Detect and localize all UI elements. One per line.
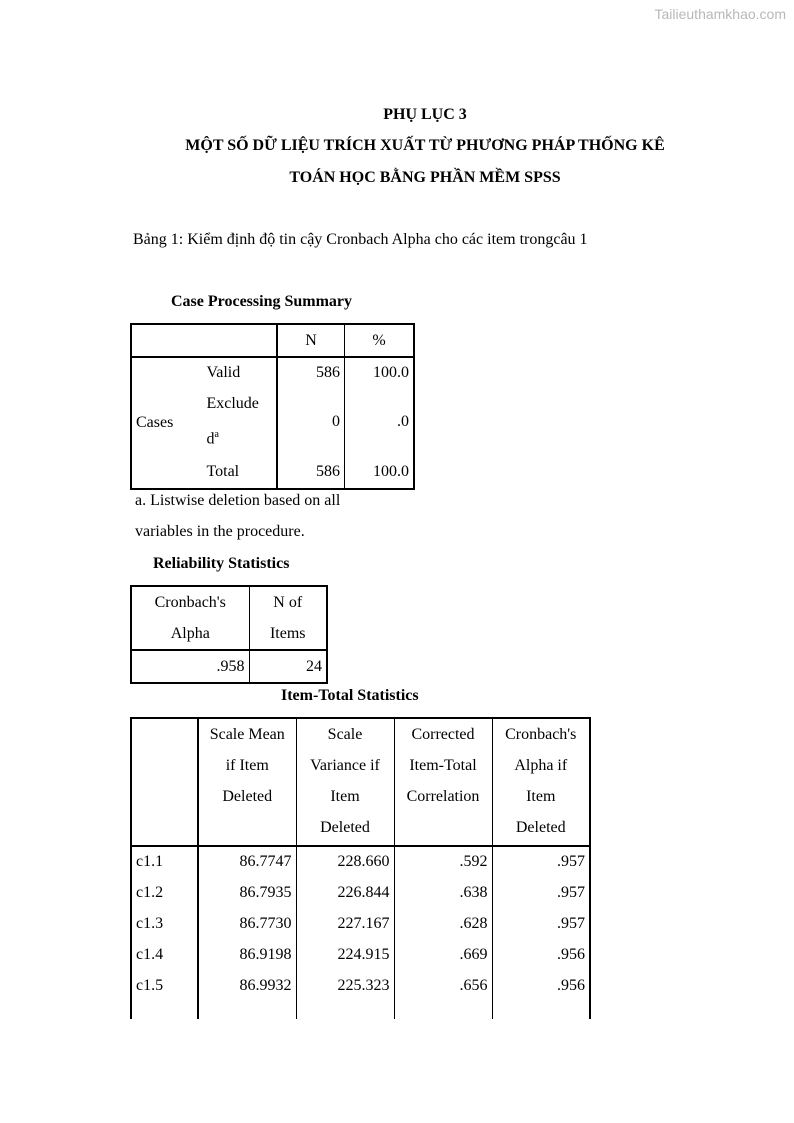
appendix-title: PHỤ LỤC 3 — [383, 106, 467, 123]
footnote: a. Listwise deletion based on all — [135, 492, 341, 509]
cell: .956 — [557, 945, 585, 963]
row-label — [202, 387, 277, 456]
header-alpha — [131, 586, 249, 650]
header-alpha-if-deleted — [492, 718, 590, 846]
cell: 228.660 — [296, 846, 394, 877]
cell: .957 — [557, 883, 585, 901]
item-label: c1.2 — [131, 877, 198, 908]
header-line: N of — [273, 594, 303, 611]
cell: .656 — [394, 970, 492, 1001]
cell: .638 — [394, 877, 492, 908]
continuation-cell — [394, 1001, 492, 1019]
cell: .957 — [557, 914, 585, 932]
footnote: variables in the procedure. — [135, 523, 305, 540]
cell: 86.9932 — [198, 970, 296, 1001]
cell: 86.7730 — [198, 908, 296, 939]
header-line: Deleted — [222, 788, 273, 805]
corner-cell — [131, 324, 202, 357]
cell: 100.0 — [373, 363, 409, 381]
n-items-value: 24 — [306, 657, 322, 675]
table-row — [131, 846, 590, 877]
table-row — [131, 939, 590, 970]
corner-cell — [131, 718, 198, 846]
header-n-items — [249, 586, 327, 650]
header-line: Corrected — [411, 726, 475, 743]
watermark: Tailieuthamkhao.com — [654, 6, 786, 22]
corner-cell — [202, 324, 277, 357]
header-line: Items — [269, 625, 306, 642]
cell: .592 — [394, 846, 492, 877]
item-label: c1.4 — [131, 939, 198, 970]
title-line-2: MỘT SỐ DỮ LIỆU TRÍCH XUẤT TỪ PHƯƠNG PHÁP THỐNG KÊ — [185, 137, 665, 154]
header-line: Scale Mean — [209, 726, 285, 743]
header-line: Deleted — [515, 819, 566, 836]
table-row — [131, 877, 590, 908]
header-line: Alpha — [170, 625, 210, 642]
header-corrected-correlation — [394, 718, 492, 846]
cell: .669 — [394, 939, 492, 970]
row-label-part: d — [206, 430, 215, 448]
cell: .956 — [557, 976, 585, 994]
row-label: Total — [202, 456, 277, 489]
continuation-cell — [198, 1001, 296, 1019]
header-line: Cronbach's — [505, 726, 577, 743]
cell: 86.9198 — [198, 939, 296, 970]
header-line: Variance if — [310, 757, 380, 774]
row-label: Valid — [202, 357, 277, 387]
reliability-title: Reliability Statistics — [153, 555, 290, 572]
cell: 86.7935 — [198, 877, 296, 908]
cell: 225.323 — [296, 970, 394, 1001]
item-label: c1.3 — [131, 908, 198, 939]
header-line: Deleted — [320, 819, 370, 836]
header-scale-variance — [296, 718, 394, 846]
header-line: Scale — [327, 726, 363, 743]
continuation-cell — [492, 1001, 590, 1019]
title-line-3: TOÁN HỌC BẰNG PHẦN MỀM SPSS — [289, 169, 561, 186]
header-scale-mean — [198, 718, 296, 846]
header-line: if Item — [225, 757, 269, 774]
cell: .628 — [394, 908, 492, 939]
case-summary-title: Case Processing Summary — [171, 293, 353, 310]
reliability-table — [130, 585, 328, 684]
cell: 100.0 — [373, 463, 409, 480]
cell: 227.167 — [296, 908, 394, 939]
header-line: Alpha if — [514, 757, 568, 774]
header-pct: % — [372, 331, 386, 349]
item-label: c1.5 — [131, 970, 198, 1001]
header-line: Item — [330, 788, 360, 805]
header-line: Item-Total — [409, 757, 477, 774]
case-summary-table — [130, 323, 415, 490]
continuation-cell — [296, 1001, 394, 1019]
footnote-marker: a — [214, 429, 219, 441]
header-line: Item — [526, 788, 556, 805]
header-line: Correlation — [406, 788, 480, 805]
table-caption: Bảng 1: Kiểm định độ tin cậy Cronbach Alpha cho các item trongcâu 1 — [133, 231, 588, 248]
item-total-title: Item-Total Statistics — [281, 687, 419, 704]
cell: .0 — [397, 412, 409, 430]
row-label-part: Exclude — [206, 395, 259, 413]
header-n: N — [277, 324, 344, 357]
cell: .957 — [557, 853, 585, 870]
table-row — [131, 908, 590, 939]
cell: 226.844 — [296, 877, 394, 908]
cell: 86.7747 — [198, 846, 296, 877]
cell: 0 — [277, 387, 344, 456]
cell: 586 — [277, 357, 344, 387]
item-label: c1.1 — [131, 846, 198, 877]
table-row — [131, 970, 590, 1001]
alpha-value: .958 — [131, 650, 249, 683]
item-total-table — [130, 717, 591, 1019]
cases-label: Cases — [136, 414, 174, 431]
continuation-cell — [131, 1001, 198, 1019]
cell: 586 — [277, 456, 344, 489]
cell: 224.915 — [296, 939, 394, 970]
header-line: Cronbach's — [154, 594, 226, 611]
